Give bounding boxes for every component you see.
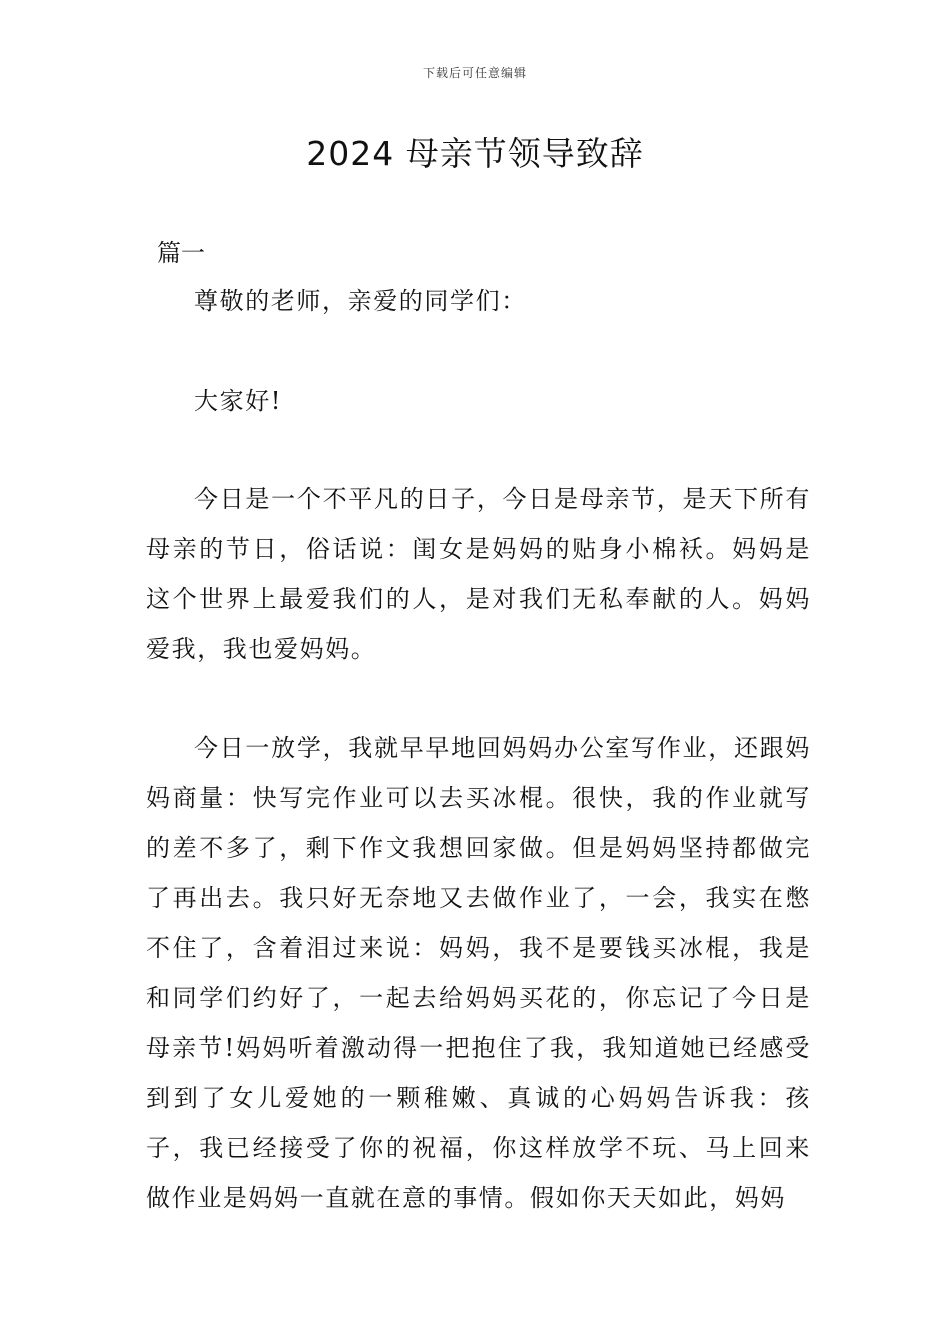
section-label: 篇一: [157, 239, 205, 267]
document-title: 2024 母亲节领导致辞: [306, 134, 644, 173]
greeting-paragraph: 大家好!: [194, 387, 283, 415]
body-paragraph-2: 今日一放学，我就早早地回妈妈办公室写作业，还跟妈妈商量：快写完作业可以去买冰棍。很快，我的作业就写的差不多了，剩下作文我想回家做。但是妈妈坚持都做完了再出去。我只好无奈地又去做作业了，一会，我实在憋不住了，含着泪过来说：妈妈，我不是要钱买冰棍，我是和同学们约好了，一起去给妈妈买花的，你忘记了今日是母亲节!妈妈听着激动得一把抱住了我，我知道她已经感受到到了女儿爱她的一颗稚嫩、真诚的心妈妈告诉我：孩子，我已经接受了你的祝福，你这样放学不玩、马上回来做作业是妈妈一直就在意的事情。假如你天天如此，妈妈: [146, 734, 811, 1212]
salutation-paragraph: 尊敬的老师，亲爱的同学们：: [194, 287, 527, 315]
page-header-note: 下载后可任意编辑: [422, 66, 527, 80]
body-paragraph-1: 今日是一个不平凡的日子，今日是母亲节，是天下所有母亲的节日，俗话说：闺女是妈妈的贴身小棉袄。妈妈是这个世界上最爱我们的人，是对我们无私奉献的人。妈妈爱我，我也爱妈妈。: [146, 485, 811, 663]
